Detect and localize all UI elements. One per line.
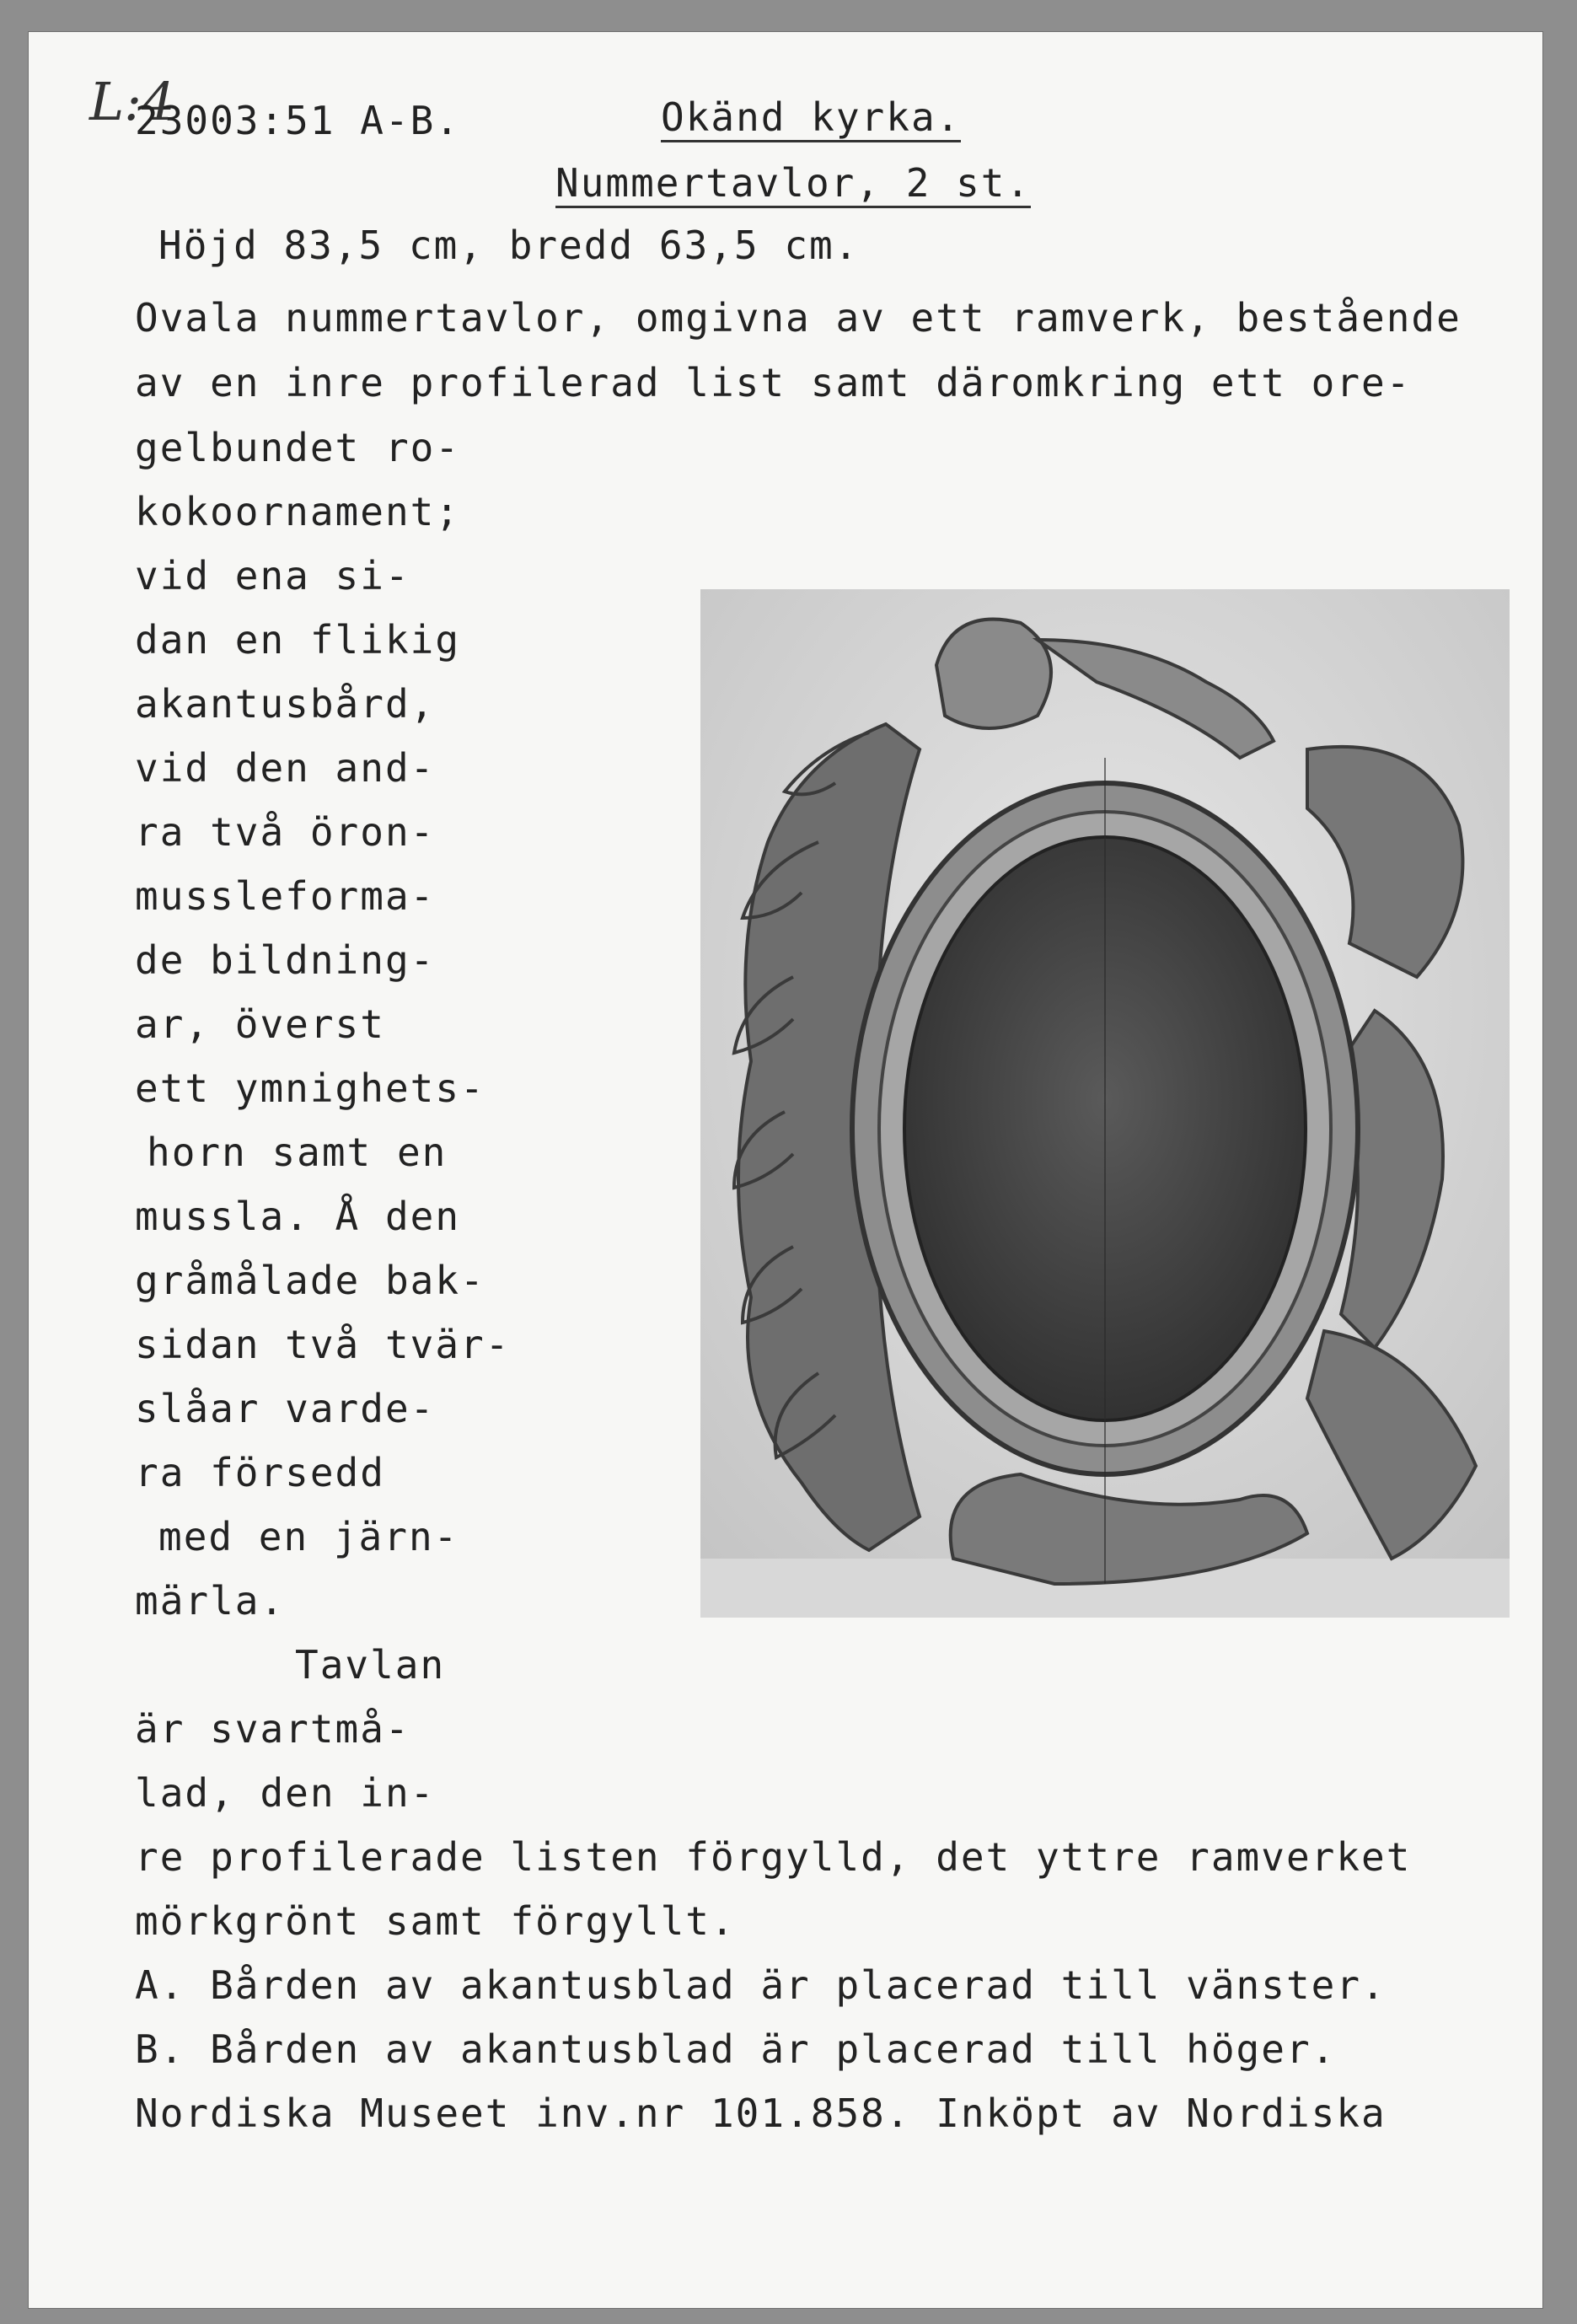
description-line: märla. [135, 1578, 286, 1624]
description-line: gråmålade bak- [135, 1258, 485, 1303]
dimensions: Höjd 83,5 cm, bredd 63,5 cm. [158, 223, 860, 268]
description-line: av en inre profilerad list samt däromkring ett ore- [135, 360, 1412, 405]
description-line: A. Bården av akantusblad är placerad till vänster. [135, 1962, 1387, 2008]
object-title: Nummertavlor, 2 st. [555, 164, 1031, 208]
description-line: Tavlan [295, 1642, 446, 1688]
description-line: är svartmå- [135, 1706, 410, 1752]
description-line: vid ena si- [135, 553, 410, 598]
description-line: mörkgrönt samt förgyllt. [135, 1898, 736, 1944]
description-line: horn samt en [147, 1130, 448, 1175]
description-line: akantusbård, [135, 681, 436, 727]
description-line: ra försedd [135, 1450, 385, 1495]
description-line: B. Bården av akantusblad är placerad till höger. [135, 2026, 1337, 2072]
description-line: Ovala nummertavlor, omgivna av ett ramverk, bestående [135, 295, 1462, 341]
description-line: vid den and- [135, 745, 436, 791]
description-line: de bildning- [135, 937, 436, 983]
handwritten-mark: L:4 [89, 71, 175, 132]
description-line: med en järn- [158, 1514, 459, 1559]
description-line: ar, överst [135, 1001, 385, 1047]
description-line: dan en flikig [135, 617, 461, 663]
description-line: ra två öron- [135, 809, 436, 855]
description-line: gelbundet ro- [135, 425, 461, 470]
catalog-card [29, 32, 1542, 2308]
description-line: kokoornament; [135, 489, 461, 534]
object-photo [700, 589, 1510, 1618]
description-line: lad, den in- [135, 1770, 436, 1816]
description-line: sidan två tvär- [135, 1322, 511, 1367]
description-line: mussleforma- [135, 873, 436, 919]
description-line: Nordiska Museet inv.nr 101.858. Inköpt av Nordiska [135, 2091, 1387, 2136]
description-line: mussla. Å den [135, 1194, 461, 1239]
description-line: ett ymnighets- [135, 1065, 485, 1111]
catalog-number: 23003:51 A-B. [135, 98, 461, 143]
location-title: Okänd kyrka. [661, 98, 961, 142]
description-line: slåar varde- [135, 1386, 436, 1431]
description-line: re profilerade listen förgylld, det yttre ramverket [135, 1834, 1412, 1880]
